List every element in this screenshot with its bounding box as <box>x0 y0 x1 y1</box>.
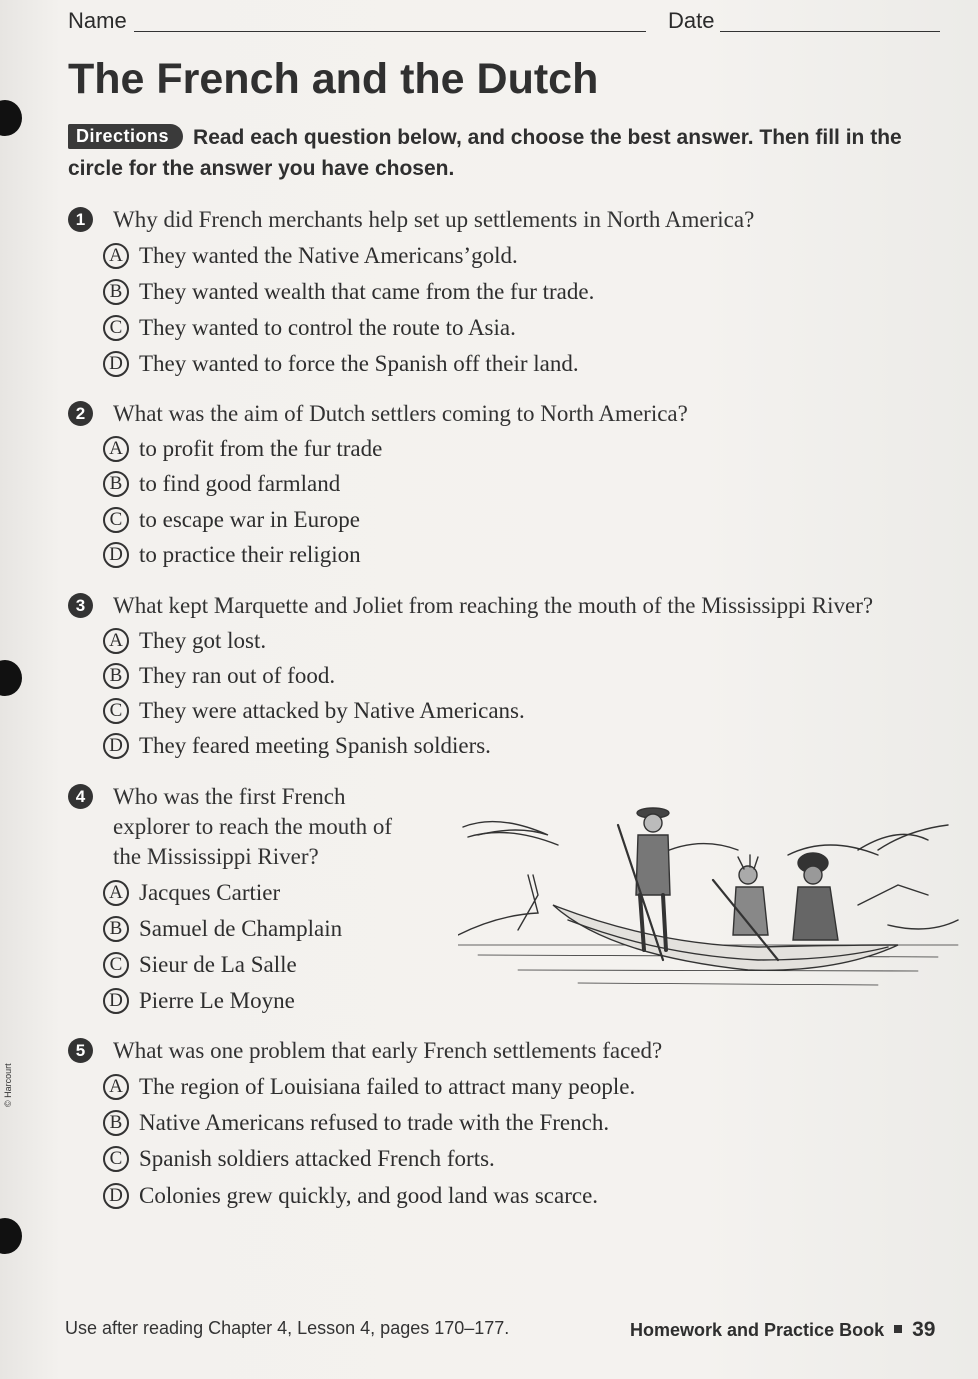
answer-text: to find good farmland <box>139 471 341 496</box>
answer-option[interactable] <box>103 277 594 307</box>
answer-bubble[interactable]: A <box>103 436 129 462</box>
book-title: Homework and Practice Book <box>630 1320 885 1340</box>
answer-text: They were attacked by Native Americans. <box>139 698 525 723</box>
answer-text: Sieur de La Salle <box>139 952 297 977</box>
question-text: What was the aim of Dutch settlers coming to North America? <box>113 401 688 426</box>
answer-option[interactable] <box>103 434 382 464</box>
answer-bubble[interactable]: B <box>103 1110 129 1136</box>
question-number: 2 <box>68 401 93 426</box>
answer-text: They feared meeting Spanish soldiers. <box>139 733 491 758</box>
page-number: 39 <box>912 1318 936 1341</box>
question-text-line: Who was the first French <box>113 784 346 809</box>
answer-bubble[interactable]: A <box>103 628 129 654</box>
answer-text: Spanish soldiers attacked French forts. <box>139 1146 495 1171</box>
answer-option[interactable] <box>103 950 297 980</box>
answer-option[interactable] <box>103 349 579 379</box>
answer-text: They ran out of food. <box>139 663 336 688</box>
question-number: 4 <box>68 784 93 809</box>
answer-bubble[interactable]: C <box>103 952 129 978</box>
answer-option[interactable] <box>103 1108 609 1138</box>
answer-bubble[interactable]: C <box>103 507 129 533</box>
name-field[interactable] <box>134 31 646 32</box>
question-text: What kept Marquette and Joliet from reaching the mouth of the Mississippi River? <box>113 593 874 618</box>
date-label: Date <box>668 8 715 33</box>
question-number: 5 <box>68 1038 93 1063</box>
answer-text: Colonies grew quickly, and good land was scarce. <box>139 1183 599 1208</box>
footer-book <box>630 1318 935 1342</box>
answer-bubble[interactable]: D <box>103 1183 129 1209</box>
answer-bubble[interactable]: B <box>103 471 129 497</box>
answer-text: They wanted to force the Spanish off their land. <box>139 351 579 376</box>
answer-option[interactable] <box>103 1072 635 1102</box>
directions <box>68 122 948 184</box>
answer-text: They got lost. <box>139 628 267 653</box>
answer-option[interactable] <box>103 878 280 908</box>
date-field[interactable] <box>720 31 940 32</box>
answer-text: to practice their religion <box>139 542 361 567</box>
answer-bubble[interactable]: D <box>103 988 129 1014</box>
answer-option[interactable] <box>103 540 361 570</box>
answer-option[interactable] <box>103 241 518 271</box>
directions-badge: Directions <box>68 124 183 149</box>
answer-bubble[interactable]: C <box>103 698 129 724</box>
footer-reading-note: Use after reading Chapter 4, Lesson 4, pages 170–177. <box>65 1318 510 1338</box>
name-label: Name <box>68 8 127 33</box>
answer-text: They wanted to control the route to Asia. <box>139 315 516 340</box>
answer-option[interactable] <box>103 1144 495 1174</box>
square-bullet-icon <box>894 1325 902 1333</box>
answer-text: to profit from the fur trade <box>139 436 383 461</box>
name-date-row <box>68 4 943 34</box>
question-number: 3 <box>68 593 93 618</box>
question-text: What was one problem that early French settlements faced? <box>113 1038 663 1063</box>
answer-option[interactable] <box>103 505 360 535</box>
copyright-note: © Harcourt <box>3 1063 13 1107</box>
answer-bubble[interactable]: C <box>103 315 129 341</box>
question-number: 1 <box>68 207 93 232</box>
answer-text: Native Americans refused to trade with the French. <box>139 1110 610 1135</box>
answer-text: Pierre Le Moyne <box>139 988 295 1013</box>
answer-bubble[interactable]: A <box>103 1074 129 1100</box>
answer-bubble[interactable]: A <box>103 880 129 906</box>
answer-option[interactable] <box>103 626 266 656</box>
answer-option[interactable] <box>103 469 340 499</box>
answer-text: Jacques Cartier <box>139 880 281 905</box>
answer-option[interactable] <box>103 696 525 726</box>
answer-text: to escape war in Europe <box>139 507 360 532</box>
answer-option[interactable] <box>103 914 342 944</box>
answer-option[interactable] <box>103 986 295 1016</box>
answer-bubble[interactable]: D <box>103 733 129 759</box>
answer-bubble[interactable]: A <box>103 243 129 269</box>
page-title: The French and the Dutch <box>68 55 599 103</box>
answer-text: Samuel de Champlain <box>139 916 343 941</box>
answer-option[interactable] <box>103 731 491 761</box>
answer-text: They wanted wealth that came from the fur trade. <box>139 279 595 304</box>
answer-bubble[interactable]: B <box>103 916 129 942</box>
answer-bubble[interactable]: B <box>103 279 129 305</box>
answer-bubble[interactable]: B <box>103 663 129 689</box>
answer-bubble[interactable]: D <box>103 542 129 568</box>
answer-bubble[interactable]: C <box>103 1146 129 1172</box>
answer-text: They wanted the Native Americans’gold. <box>139 243 518 268</box>
question-text-line: explorer to reach the mouth of <box>113 814 393 839</box>
question-text: Why did French merchants help set up settlements in North America? <box>113 207 755 232</box>
answer-text: The region of Louisiana failed to attract many people. <box>139 1074 636 1099</box>
question-text-line: the Mississippi River? <box>113 844 319 869</box>
answer-option[interactable] <box>103 313 516 343</box>
canoe-explorers-illustration <box>458 795 963 995</box>
answer-bubble[interactable]: D <box>103 351 129 377</box>
directions-text: Read each question below, and choose the best answer. Then fill in the circle for the answer you have chosen. <box>68 126 902 180</box>
answer-option[interactable] <box>103 1181 598 1211</box>
answer-option[interactable] <box>103 661 335 691</box>
